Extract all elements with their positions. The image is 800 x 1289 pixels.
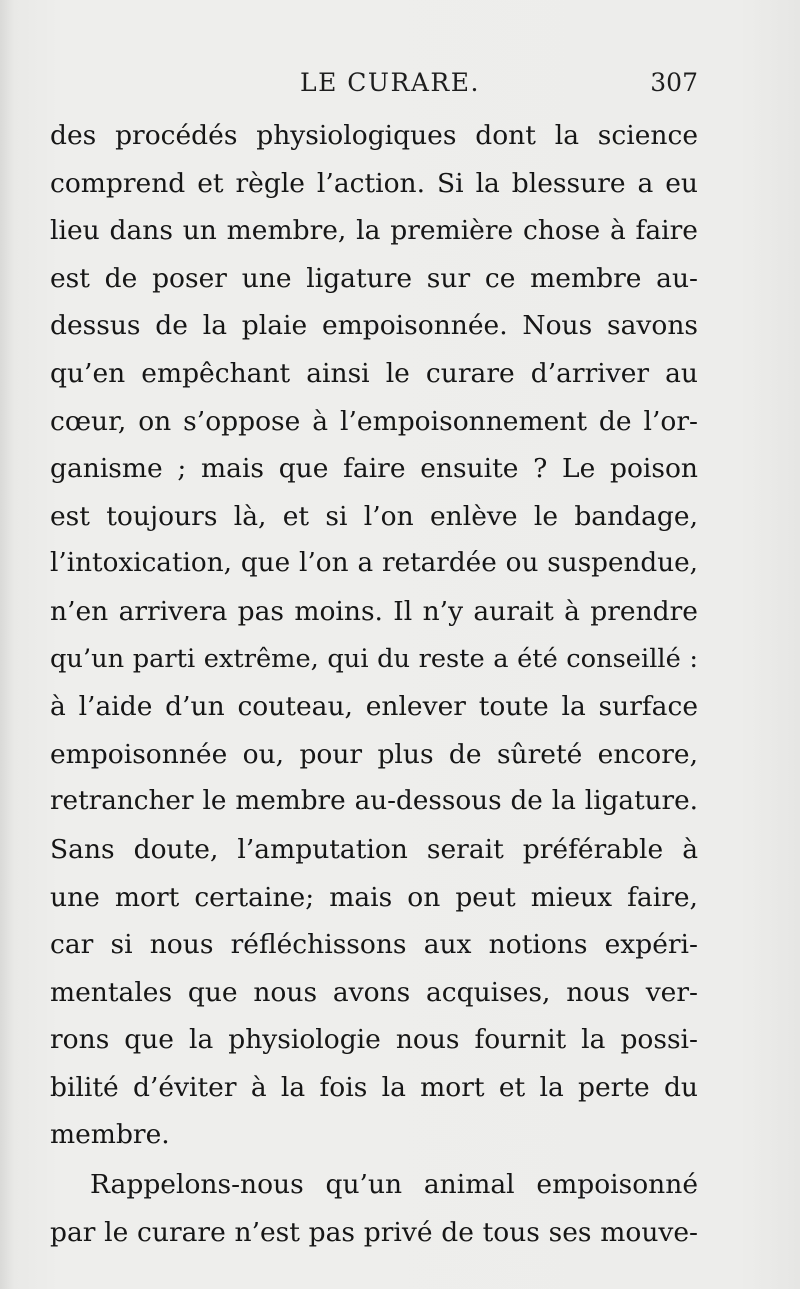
text-line: Rappelons-nous qu’un animal empoisonné [90, 1169, 698, 1201]
text-line: mentales que nous avons acquises, nous ver- [50, 976, 698, 1008]
text-line: n’en arrivera pas moins. Il n’y aurait à prendre [50, 595, 698, 627]
text-line: dessus de la plaie empoisonnée. Nous savons [50, 310, 698, 342]
text-line: ganisme ; mais que faire ensuite ? Le poison [50, 453, 698, 485]
text-line: bilité d’éviter à la fois la mort et la perte du [50, 1071, 698, 1103]
text-line: qu’en empêchant ainsi le curare d’arriver au [50, 357, 698, 389]
body-text [50, 112, 698, 1256]
text-line: une mort certaine; mais on peut mieux faire, [50, 881, 698, 913]
text-line: qu’un parti extrême, qui du reste a été conseillé : [50, 643, 698, 674]
text-line: lieu dans un membre, la première chose à faire [50, 215, 698, 247]
text-line: Sans doute, l’amputation serait préférable à [50, 833, 698, 865]
text-line: l’intoxication, que l’on a retardée ou suspendue, [50, 548, 698, 579]
paragraph-2 [50, 1161, 698, 1256]
text-line: par le curare n’est pas privé de tous ses mouve- [50, 1216, 698, 1248]
text-line: est toujours là, et si l’on enlève le bandage, [50, 500, 698, 532]
text-line: est de poser une ligature sur ce membre au- [50, 262, 698, 294]
text-line: empoisonnée ou, pour plus de sûreté encore, [50, 738, 698, 770]
page-number: 307 [650, 68, 698, 97]
page-header [50, 68, 698, 104]
text-line: à l’aide d’un couteau, enlever toute la surface [50, 691, 698, 723]
text-line: membre. [50, 1119, 170, 1151]
text-line: des procédés physiologiques dont la science [50, 120, 698, 151]
running-title: LE CURARE. [300, 68, 480, 97]
text-line: cœur, on s’oppose à l’empoisonnement de l’or- [50, 405, 698, 437]
text-line: rons que la physiologie nous fournit la possi- [50, 1024, 698, 1056]
text-line: car si nous réfléchissons aux notions expéri- [50, 929, 698, 961]
text-line: comprend et règle l’action. Si la blessure a eu [50, 167, 698, 199]
paragraph-1 [50, 112, 698, 1159]
text-line: retrancher le membre au-dessous de la ligature. [50, 786, 698, 817]
